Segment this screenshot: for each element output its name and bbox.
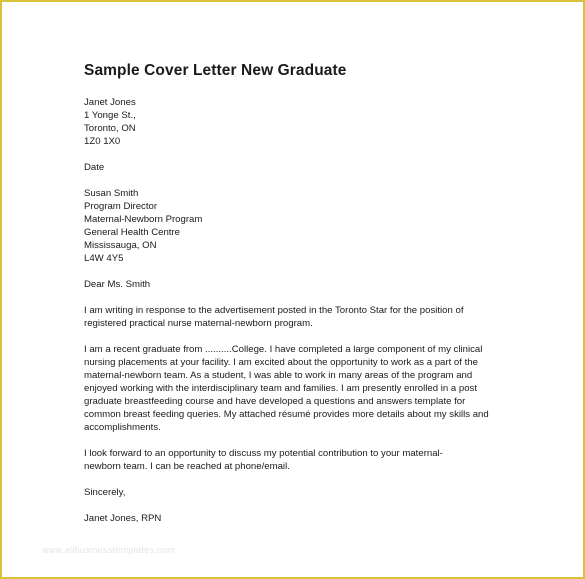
recipient-postal: L4W 4Y5	[84, 253, 124, 264]
recipient-program: Maternal-Newborn Program	[84, 214, 203, 225]
letter-title: Sample Cover Letter New Graduate	[84, 62, 347, 79]
paragraph-closing	[84, 447, 544, 473]
paragraph-line: I am writing in response to the advertisement posted in the Toronto Star for the position of	[84, 305, 464, 316]
salutation: Dear Ms. Smith	[84, 279, 151, 290]
paragraph-line: I am a recent graduate from ..........College. I have completed a large component of my clinical	[84, 344, 483, 355]
recipient-address	[84, 187, 544, 265]
paragraph-line: registered practical nurse maternal-newborn program.	[84, 318, 313, 329]
sender-city: Toronto, ON	[84, 123, 136, 134]
sender-name: Janet Jones	[84, 97, 136, 108]
paragraph-line: graduate breastfeeding course and have developed a questions and answers template for	[84, 396, 466, 407]
closing-block	[84, 486, 544, 499]
paragraph-line: accomplishments.	[84, 422, 161, 433]
closing: Sincerely,	[84, 487, 126, 498]
paragraph-line: enjoyed working with the interdisciplinary team and families. I am presently enrolled in a post	[84, 383, 478, 394]
date-block	[84, 161, 544, 174]
sender-address	[84, 96, 544, 148]
recipient-city: Mississauga, ON	[84, 240, 157, 251]
recipient-title: Program Director	[84, 201, 158, 212]
paragraph-line: I look forward to an opportunity to discuss my potential contribution to your maternal-	[84, 448, 443, 459]
date-label: Date	[84, 162, 105, 173]
paragraph-intro	[84, 304, 544, 330]
paragraph-line: maternal-newborn team. As a student, I was able to work in many areas of the program and	[84, 370, 473, 381]
watermark-text: www.allbusinesstemplates.com	[42, 545, 175, 555]
signature-block	[84, 512, 544, 525]
paragraph-line: newborn team. I can be reached at phone/email.	[84, 461, 290, 472]
salutation-block	[84, 278, 544, 291]
sender-street: 1 Yonge St.,	[84, 110, 136, 121]
paragraph-line: common breast feeding queries. My attached résumé provides more details about my skills and	[84, 409, 489, 420]
sender-postal: 1Z0 1X0	[84, 136, 121, 147]
signature: Janet Jones, RPN	[84, 513, 162, 524]
paragraph-body	[84, 343, 544, 434]
recipient-organization: General Health Centre	[84, 227, 180, 238]
paragraph-line: nursing placements at your facility. I am excited about the opportunity to work as a part of the	[84, 357, 478, 368]
cover-letter-page	[84, 62, 544, 538]
recipient-name: Susan Smith	[84, 188, 139, 199]
